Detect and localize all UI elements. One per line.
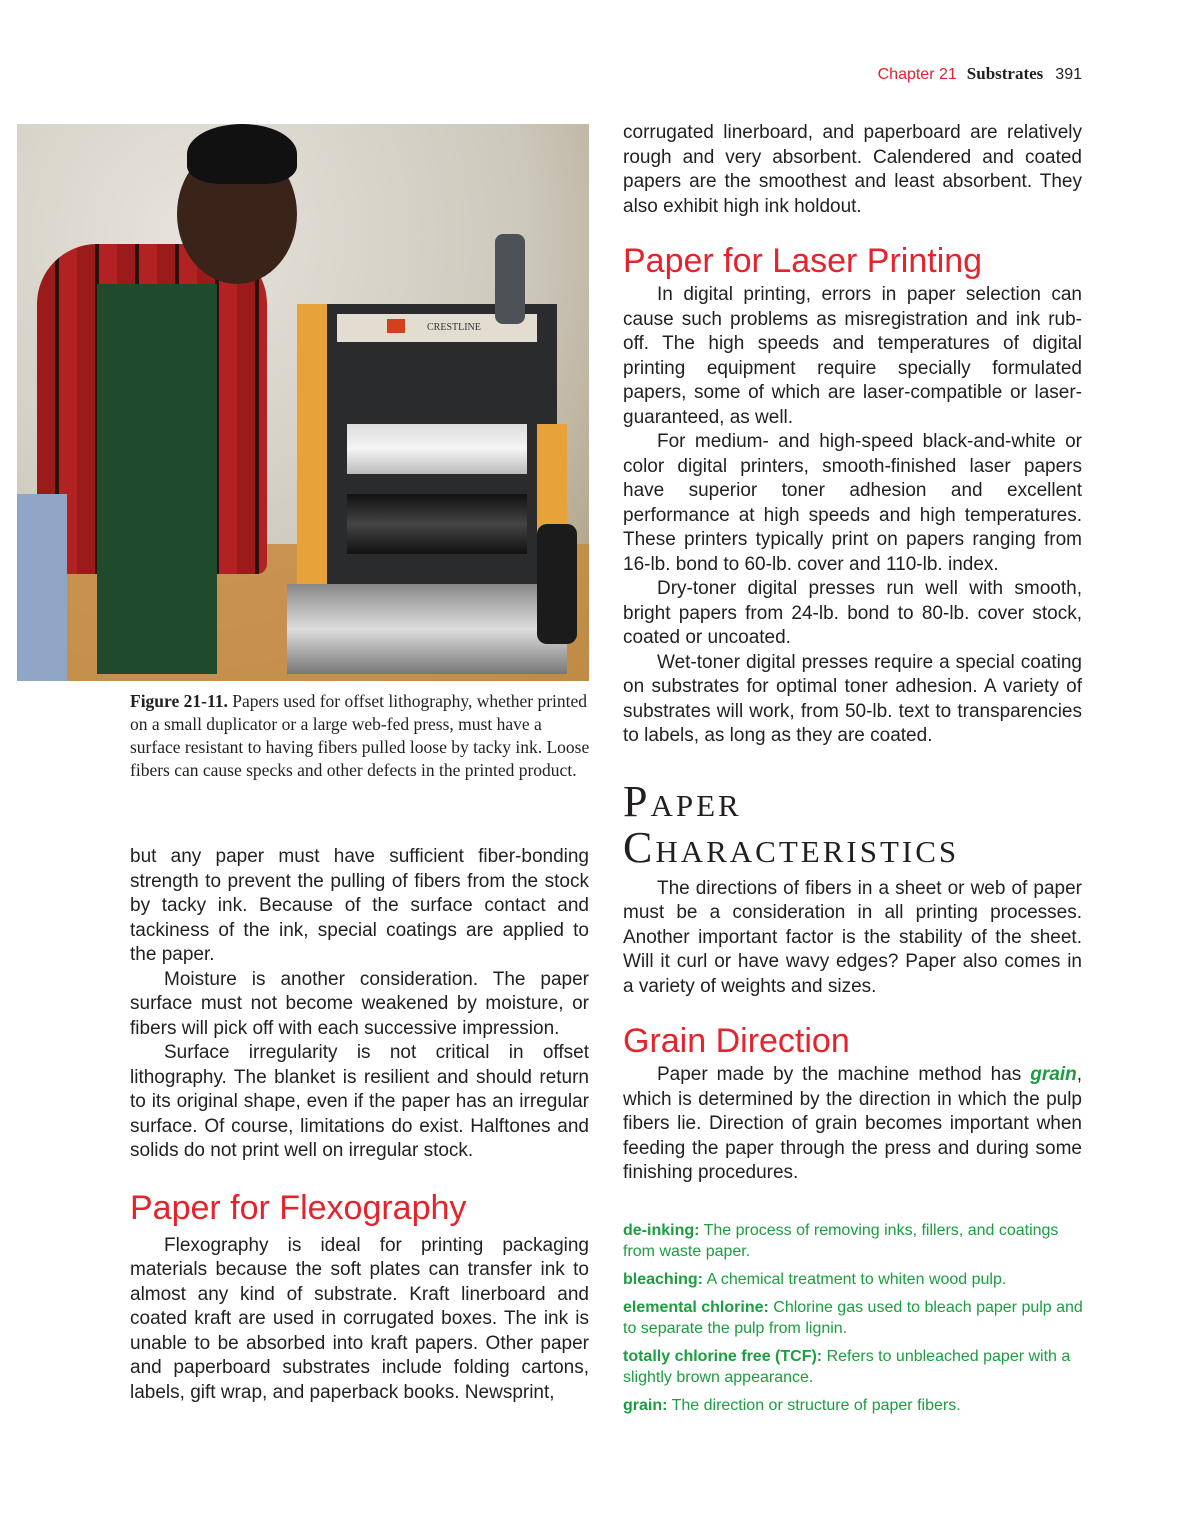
text: , which is determined by the direction in which the pulp fibers lie. Direction of grain becomes important when feeding the paper through the press and during some finishing procedures. <box>623 1064 1082 1183</box>
heading-line-2: Characteristics <box>623 822 960 872</box>
glossary-term: bleaching: <box>623 1271 704 1288</box>
paragraph: For medium- and high-speed black-and-white or color digital printers, smooth-finished laser papers have superior toner adhesion and excellent performance at high speeds and high temperatures. These printers typically print on papers ranging from 16-lb. bond to 60-lb. cover and 110-lb. index. <box>623 431 1082 575</box>
paragraph: Dry-toner digital presses run well with smooth, bright papers from 24-lb. bond to 80-lb. cover stock, coated or uncoated. <box>623 578 1082 648</box>
paragraph: Wet-toner digital presses require a special coating on substrates for optimal toner adhesion. A variety of substrates will work, from 50-lb. text to transparencies to labels, as long as they are coated. <box>623 651 1082 746</box>
glossary-term: de-inking: <box>623 1222 700 1239</box>
glossary-entry <box>623 1395 1083 1416</box>
heading-grain-direction: Grain Direction <box>623 1022 850 1060</box>
figure-photo-offset-press <box>17 124 589 681</box>
glossary-definition: The process of removing inks, fillers, and coatings from waste paper. <box>623 1222 1059 1260</box>
paragraph: corrugated linerboard, and paperboard are relatively rough and very absorbent. Calendered and coated papers are the smoothest and least absorbent. They also exhibit high ink holdout. <box>623 122 1082 217</box>
paragraph: Surface irregularity is not critical in offset lithography. The blanket is resilient and should return to its original shape, even if the paper has an irregular surface. Of course, limitations do exist. Halftones and solids do not print well on irregular stock. <box>130 1042 589 1161</box>
glossary-definition: Chlorine gas used to bleach paper pulp and to separate the pulp from lignin. <box>623 1299 1083 1337</box>
chapter-title: Substrates <box>966 64 1044 83</box>
glossary-entry <box>623 1220 1083 1262</box>
paragraph <box>623 1063 1082 1186</box>
glossary-entry <box>623 1297 1083 1339</box>
heading-paper-characteristics <box>623 776 1082 872</box>
paragraph: The directions of fibers in a sheet or web of paper must be a consideration in all printing processes. Another important factor is the stability of the sheet. Will it curl or have wavy edges? Paper also comes in a variety of weights and sizes. <box>623 877 1082 997</box>
glossary-definition: A chemical treatment to whiten wood pulp. <box>703 1271 1007 1288</box>
right-column <box>623 121 1082 1186</box>
text: Paper made by the machine method has <box>657 1064 1031 1085</box>
paragraph: but any paper must have sufficient fiber-bonding strength to prevent the pulling of fibers from the stock by tacky ink. Because of the surface contact and tackiness of the ink, special coatings are applied to the paper. <box>130 846 589 965</box>
running-header <box>878 64 1082 84</box>
glossary-term-grain: grain <box>1030 1064 1077 1085</box>
glossary-term: totally chlorine free (TCF): <box>623 1348 823 1365</box>
glossary-definition: The direction or structure of paper fibers. <box>667 1397 961 1414</box>
glossary-entry <box>623 1269 1083 1290</box>
chapter-label: Chapter 21 <box>877 66 957 83</box>
paragraph: In digital printing, errors in paper selection can cause such problems as misregistration and ink rub-off. The high speeds and temperatures of digital printing equipment require specially formulated papers, some of which are laser-compatible or laser-guaranteed, as well. <box>623 284 1082 428</box>
figure-caption-text: Papers used for offset lithography, whether printed on a small duplicator or a large web-fed press, must have a surface resistant to having fibers pulled loose by tacky ink. Loose fibers can cause specks and other defects in the printed product. <box>130 691 590 780</box>
left-column <box>130 845 589 1405</box>
glossary-term: elemental chlorine: <box>623 1299 769 1316</box>
page-number: 391 <box>1055 66 1082 83</box>
glossary-term: grain: <box>623 1397 668 1414</box>
glossary-definition: Refers to unbleached paper with a slightly brown appearance. <box>623 1348 1071 1386</box>
glossary <box>623 1220 1083 1423</box>
glossary-entry <box>623 1346 1083 1388</box>
press-brand-label: CRESTLINE <box>337 314 537 342</box>
heading-laser-printing: Paper for Laser Printing <box>623 242 983 280</box>
figure-label: Figure 21-11. <box>130 691 228 711</box>
figure-caption <box>130 690 590 782</box>
paragraph: Moisture is another consideration. The paper surface must not become weakened by moisture, or fibers will pick off with each successive impression. <box>130 968 589 1039</box>
heading-flexography: Paper for Flexography <box>130 1188 467 1227</box>
paragraph: Flexography is ideal for printing packaging materials because the soft plates can transfer ink to almost any kind of substrate. Kraft linerboard and coated kraft are used in corrugated boxes. The ink is unable to be absorbed into kraft papers. Other paper and paperboard substrates include folding cartons, labels, gift wrap, and paperback books. Newsprint, <box>130 1234 589 1403</box>
heading-line-1: Paper <box>623 776 742 826</box>
